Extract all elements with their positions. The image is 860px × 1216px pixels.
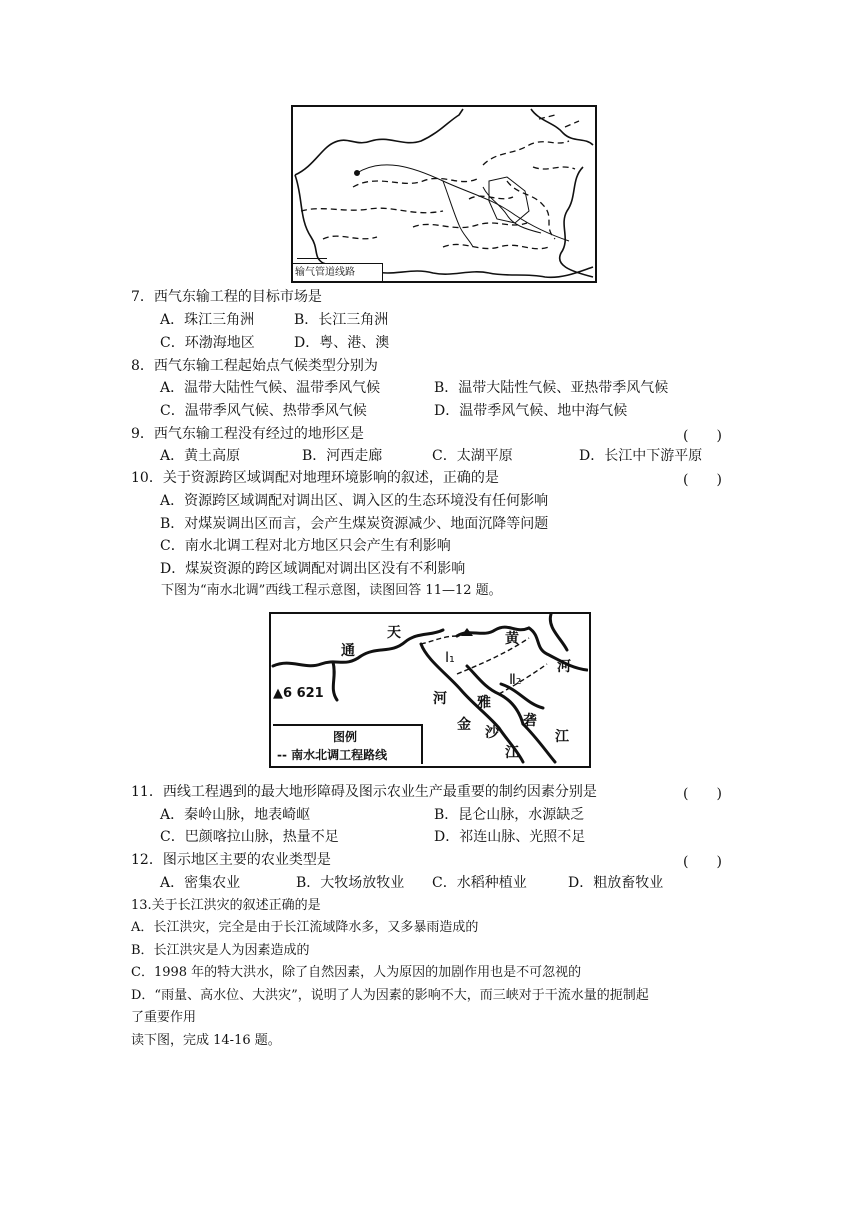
label-he-yellow: 河 xyxy=(557,659,571,675)
intro-11-12: 下图为“南水北调”西线工程示意图，读图回答 11—12 题。 xyxy=(161,583,502,598)
label-long: 砻 xyxy=(523,713,537,729)
pipeline-legend-line xyxy=(297,258,327,259)
question-11-option-b: B．昆仑山脉，水源缺乏 xyxy=(434,807,585,823)
question-13-option-d-line2: 了重要作用 xyxy=(131,1010,197,1025)
question-13-option-b: B．长江洪灾是人为因素造成的 xyxy=(131,943,310,958)
question-11-option-a: A．秦岭山脉，地表崎岖 xyxy=(160,807,311,823)
question-12-stem: 12．图示地区主要的农业类型是 xyxy=(131,852,331,868)
question-10-answer-blank: ( ) xyxy=(683,472,722,488)
gas-pipeline-map xyxy=(291,105,597,283)
question-7-option-b: B．长江三角洲 xyxy=(294,312,389,328)
question-10-option-c: C．南水北调工程对北方地区只会产生有利影响 xyxy=(160,538,451,554)
pipeline-legend-label: 输气管道线路 xyxy=(295,267,355,278)
question-13-stem: 13.关于长江洪灾的叙述正确的是 xyxy=(131,898,321,913)
china-outline-map xyxy=(293,107,595,281)
intro-14-16: 读下图，完成 14-16 题。 xyxy=(131,1033,281,1048)
question-13-option-a: A．长江洪灾，完全是由于长江流域降水多，又多暴雨造成的 xyxy=(131,920,479,935)
question-13-option-c: C．1998 年的特大洪水，除了自然因素，人为原因的加剧作用也是不可忽视的 xyxy=(131,965,582,980)
question-7-stem: 7．西气东输工程的目标市场是 xyxy=(131,289,322,305)
question-8-option-c: C．温带季风气候、热带季风气候 xyxy=(160,403,367,419)
question-7-option-d: D．粤、港、澳 xyxy=(294,335,390,351)
map-legend xyxy=(293,263,383,281)
question-10-stem: 10．关于资源跨区域调配对地理环境影响的叙述，正确的是 xyxy=(131,470,499,486)
map-legend xyxy=(273,724,423,764)
question-11-option-d: D．祁连山脉、光照不足 xyxy=(434,829,586,845)
question-10-option-d: D．煤炭资源的跨区域调配对调出区没有不利影响 xyxy=(160,561,466,577)
label-sha: 沙 xyxy=(485,725,499,741)
label-tian: 天 xyxy=(387,625,401,641)
label-tong: 通 xyxy=(341,643,355,659)
label-jiang-jinsha: 江 xyxy=(505,745,519,761)
question-9-option-a: A．黄土高原 xyxy=(160,448,241,464)
question-9-option-d: D．长江中下游平原 xyxy=(579,448,703,464)
question-9-stem: 9．西气东输工程没有经过的地形区是 xyxy=(131,426,364,442)
peak-elevation: ▲6 621 xyxy=(273,686,324,701)
question-8-option-d: D．温带季风气候、地中海气候 xyxy=(434,403,628,419)
question-11-stem: 11．西线工程遇到的最大地形障碍及图示农业生产最重要的制约因素分别是 xyxy=(131,784,597,800)
question-7-option-c: C．环渤海地区 xyxy=(160,335,255,351)
question-12-option-c: C．水稻种植业 xyxy=(432,875,527,891)
question-9-option-c: C．太湖平原 xyxy=(432,448,513,464)
label-ya: 雅 xyxy=(477,695,491,711)
question-12-answer-blank: ( ) xyxy=(683,854,722,870)
question-12-option-b: B．大牧场放牧业 xyxy=(296,875,405,891)
question-10-option-b: B．对煤炭调出区而言，会产生煤炭资源减少、地面沉降等问题 xyxy=(160,516,549,532)
label-route-1: Ⅰ₁ xyxy=(445,650,455,666)
question-9-option-b: B．河西走廊 xyxy=(302,448,383,464)
water-transfer-map xyxy=(269,612,591,768)
label-huang: 黄 xyxy=(505,631,519,647)
question-9-answer-blank: ( ) xyxy=(683,428,722,444)
question-11-answer-blank: ( ) xyxy=(683,786,722,802)
question-13-option-d-line1: D．“雨量、高水位、大洪灾”，说明了人为因素的影响不大，而三峡对于干流水量的扼制起 xyxy=(131,988,649,1003)
legend-route: -- 南水北调工程路线 xyxy=(277,748,388,762)
question-12-option-a: A．密集农业 xyxy=(160,875,241,891)
label-he-tongtian: 河 xyxy=(433,691,447,707)
question-8-option-a: A．温带大陆性气候、温带季风气候 xyxy=(160,380,381,396)
question-10-option-a: A．资源跨区域调配对调出区、调入区的生态环境没有任何影响 xyxy=(160,493,549,509)
question-7-option-a: A．珠江三角洲 xyxy=(160,312,255,328)
question-8-stem: 8．西气东输工程起始点气候类型分别为 xyxy=(131,358,378,374)
legend-title: 图例 xyxy=(333,730,358,744)
label-jiang-yalong: 江 xyxy=(555,729,569,745)
question-8-option-b: B．温带大陆性气候、亚热带季风气候 xyxy=(434,380,669,396)
question-11-option-c: C．巴颜喀拉山脉，热量不足 xyxy=(160,829,339,845)
question-12-option-d: D．粗放畜牧业 xyxy=(568,875,664,891)
label-route-2: Ⅱ₂ xyxy=(509,672,522,688)
label-jin: 金 xyxy=(457,717,471,733)
